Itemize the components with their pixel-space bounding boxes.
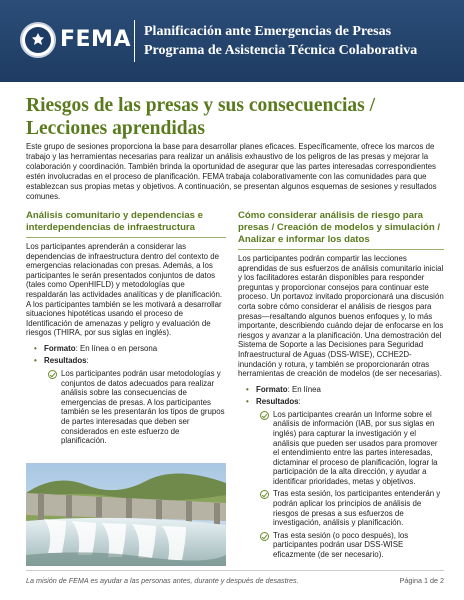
- footer-mission: La misión de FEMA es ayudar a las personas antes, durante y después de desastres.: [26, 576, 299, 585]
- footer-divider: [26, 570, 444, 571]
- page-title-line2: Lecciones aprendidas: [26, 118, 205, 139]
- right-result-text: Tras esta sesión, los participantes entenderán y podrán aplicar los principios de análisis de riesgos de presas a sus esfuerzos de investigación, análisis y planificación.: [273, 489, 441, 528]
- left-results-bullet: • Resultados:: [34, 355, 89, 365]
- left-section-heading: Análisis comunitario y dependencias e interdependencias de infraestructura: [26, 210, 226, 238]
- right-results-label: Resultados: [256, 396, 299, 406]
- check-circle-icon: [260, 532, 269, 541]
- right-bullets: [238, 385, 444, 560]
- right-results-bullet: • Resultados:: [246, 396, 301, 406]
- header-title-line2: Programa de Asistencia Técnica Colaborativa: [144, 43, 418, 58]
- dhs-seal-icon: [20, 22, 56, 58]
- right-format-label: Formato: [256, 384, 288, 394]
- right-result-item: [260, 410, 444, 487]
- left-format-value: : En línea o en persona: [75, 343, 158, 353]
- header-titles: [144, 22, 417, 60]
- right-result-item: [260, 531, 444, 560]
- right-format-bullet: • Formato: En línea: [246, 384, 321, 394]
- left-format-bullet: • Formato: En línea o en persona: [34, 343, 158, 353]
- check-circle-icon: [260, 411, 269, 420]
- right-result-item: [260, 489, 444, 527]
- right-column: [238, 210, 444, 560]
- header-banner: [0, 0, 464, 82]
- intro-paragraph: Este grupo de sesiones proporciona la base para desarrollar planes eficaces. Específicamente, ofrece los marcos de trabajo y las herramientas necesarias para realizar un análisis exhaustivo de los peligros de las presas y mejorar la colaboración y coordinación. También brinda la oportunidad de asegurar que las partes interesadas correspondientes estén involucradas en el proceso de planificación. FEMA trabaja colaborativamente con las comunidades para que establezcan sus propias metas y objetivos. A continuación, se presentan algunos esquemas de sesiones y resultados comunes.: [26, 142, 437, 201]
- right-result-text: Tras esta sesión (o poco después), los participantes podrán usar DSS-WISE eficazmente (de ser necesario).: [273, 530, 409, 560]
- right-section-heading: Cómo considerar análisis de riesgo para presas / Creación de modelos y simulación / Analizar e informar los datos: [238, 210, 444, 250]
- left-format-label: Formato: [44, 343, 76, 353]
- page-title-line1: Riesgos de las presas y sus consecuencias /: [26, 95, 376, 116]
- fema-logo-text: FEMA: [60, 27, 131, 52]
- left-bullets: [26, 344, 226, 446]
- left-results-label: Resultados: [44, 355, 87, 365]
- right-format-value: : En línea: [287, 384, 321, 394]
- check-circle-icon: [260, 490, 269, 499]
- check-circle-icon: [48, 370, 57, 379]
- page-title: [26, 94, 446, 140]
- dam-spillway-photo: [26, 463, 226, 566]
- page-number: Página 1 de 2: [399, 576, 444, 585]
- header-title-line1: Planificación ante Emergencias de Presas: [144, 24, 392, 39]
- left-column: [26, 210, 226, 446]
- left-section-body: Los participantes aprenderán a considerar las dependencias de infraestructura dentro del contexto de emergencias relacionadas con presas. Además, a los participantes le serán presentados conjuntos de datos (tales como OpenHIFLD) y metodologías que respaldarán las actividades analíticas y de planificación. A los participantes también se les motivará a desarrollar situaciones hipotéticas usando el proceso de Identificación de amenazas y peligro y evaluación de riesgos (THIRA, por sus siglas en inglés).: [26, 242, 223, 338]
- left-result-item: [48, 369, 226, 446]
- header-divider: [134, 20, 135, 62]
- left-result-text: Los participantes podrán usar metodologías y conjuntos de datos adecuados para realizar análisis sobre las consecuencias de emergencias de presas. A los participantes también se les presentarán los tipos de grupos de partes interesadas que deben ser considerados en este esfuerzo de planificación.: [61, 368, 225, 446]
- right-result-text: Los participantes crearán un Informe sobre el análisis de información (IAB, por sus siglas en inglés) para capturar la investigación y el análisis que pueden ser usados para promover el entendimiento entre las partes interesadas, dictaminar el proceso de planificación, lograr la participación de la alta dirección, y ayudar a identificar prioridades, metas y objetivos.: [273, 409, 438, 486]
- right-section-body: Los participantes podrán compartir las lecciones aprendidas de sus esfuerzos de análisis comunitario inicial y los facilitadores estarán disponibles para responder preguntas y proporcionar consejos para continuar este proceso. Un portavoz invitado proporcionará una discusión corta sobre cómo considerar el análisis de riesgos para presas—resaltando algunos buenos enfoques y, lo más importante, describiendo cuándo dejar de enfocarse en los riesgos y avanzar a la planificación. Una demostración del Sistema de Soporte a las Decisiones para Seguridad Infraestructural de Aguas (DSS-WISE), CCHE2D-inundación y rotura, y también se proporcionarán otras herramientas de creación de modelos (de ser necesarias).: [238, 254, 444, 379]
